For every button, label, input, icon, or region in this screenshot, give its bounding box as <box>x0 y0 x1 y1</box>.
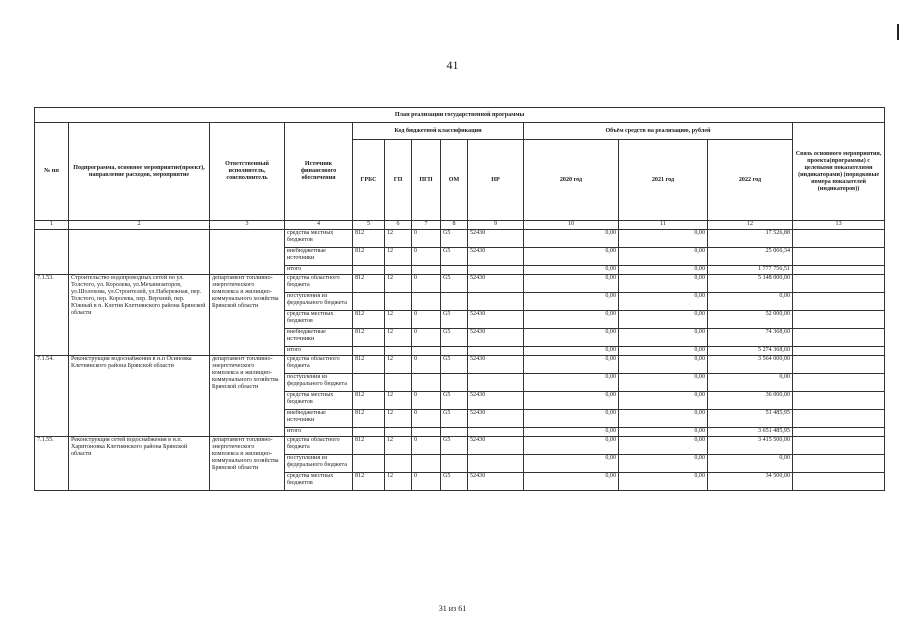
gp-cell: 12 <box>385 230 412 248</box>
om-cell: G5 <box>441 329 468 347</box>
header-2022: 2022 год <box>708 140 793 221</box>
nr-cell <box>468 428 524 437</box>
link-cell <box>793 392 885 410</box>
header-om: ОМ <box>441 140 468 221</box>
y2021-cell: 0,00 <box>619 374 708 392</box>
pgp-cell <box>412 266 441 275</box>
source-cell: итого <box>285 428 353 437</box>
om-cell: G5 <box>441 311 468 329</box>
pgp-cell: 0 <box>412 410 441 428</box>
nr-cell <box>468 266 524 275</box>
header-volume: Объём средств на реализацию, рублей <box>524 123 793 140</box>
y2021-cell: 0,00 <box>619 230 708 248</box>
gp-cell: 12 <box>385 275 412 293</box>
om-cell <box>441 428 468 437</box>
y2020-cell: 0,00 <box>524 455 619 473</box>
y2022-cell: 5 148 000,00 <box>708 275 793 293</box>
y2021-cell: 0,00 <box>619 329 708 347</box>
nr-cell: 52430 <box>468 410 524 428</box>
column-number: 6 <box>385 221 412 230</box>
y2020-cell: 0,00 <box>524 248 619 266</box>
executor-cell <box>210 230 285 275</box>
link-cell <box>793 356 885 374</box>
om-cell <box>441 293 468 311</box>
y2020-cell: 0,00 <box>524 392 619 410</box>
gp-cell: 12 <box>385 473 412 491</box>
item-number: 7.1.53. <box>35 275 69 356</box>
y2020-cell: 0,00 <box>524 311 619 329</box>
gp-cell: 12 <box>385 248 412 266</box>
y2021-cell: 0,00 <box>619 248 708 266</box>
gp-cell <box>385 374 412 392</box>
column-number: 9 <box>468 221 524 230</box>
y2021-cell: 0,00 <box>619 266 708 275</box>
pgp-cell <box>412 428 441 437</box>
gp-cell: 12 <box>385 356 412 374</box>
om-cell <box>441 455 468 473</box>
table-row <box>35 230 885 248</box>
y2020-cell: 0,00 <box>524 473 619 491</box>
y2021-cell: 0,00 <box>619 428 708 437</box>
gp-cell <box>385 347 412 356</box>
item-name: Строительство водопроводных сетей по ул. Толстого, ул. Королева, ул.Механизаторов, ул.Шолохова, ул.Строителей, ул.Набережная, пер. Толстого, пер. Королева, пер. Верхний, пер. Южный в п. Клетня Клетнянского района Брянской области <box>69 275 210 356</box>
nr-cell: 52430 <box>468 275 524 293</box>
grbs-cell <box>353 374 385 392</box>
om-cell: G5 <box>441 275 468 293</box>
grbs-cell: 812 <box>353 329 385 347</box>
y2020-cell: 0,00 <box>524 428 619 437</box>
y2022-cell: 5 274 368,60 <box>708 347 793 356</box>
header-gp: ГП <box>385 140 412 221</box>
gp-cell: 12 <box>385 329 412 347</box>
y2022-cell: 25 066,34 <box>708 248 793 266</box>
source-cell: внебюджетные источники <box>285 248 353 266</box>
pgp-cell <box>412 347 441 356</box>
column-number: 12 <box>708 221 793 230</box>
item-executor: департамент топливно-энергетического комплекса и жилищно-коммунального хозяйства Брянской области <box>210 437 285 491</box>
y2022-cell: 0,00 <box>708 455 793 473</box>
y2020-cell: 0,00 <box>524 266 619 275</box>
header-2020: 2020 год <box>524 140 619 221</box>
pgp-cell <box>412 374 441 392</box>
y2021-cell: 0,00 <box>619 311 708 329</box>
y2020-cell: 0,00 <box>524 329 619 347</box>
item-name: Реконструкция сетей водоснабжения в н.п. Харитоновка Клетнянского района Брянской области <box>69 437 210 491</box>
om-cell <box>441 347 468 356</box>
nr-cell: 52430 <box>468 392 524 410</box>
y2021-cell: 0,00 <box>619 455 708 473</box>
item-executor: департамент топливно-энергетического комплекса и жилищно-коммунального хозяйства Брянской области <box>210 275 285 356</box>
y2021-cell: 0,00 <box>619 473 708 491</box>
gp-cell: 12 <box>385 437 412 455</box>
source-cell: внебюджетные источники <box>285 329 353 347</box>
y2020-cell: 0,00 <box>524 410 619 428</box>
y2021-cell: 0,00 <box>619 275 708 293</box>
link-cell <box>793 437 885 455</box>
grbs-cell <box>353 266 385 275</box>
y2020-cell: 0,00 <box>524 293 619 311</box>
grbs-cell: 812 <box>353 473 385 491</box>
column-number: 7 <box>412 221 441 230</box>
link-cell <box>793 473 885 491</box>
page-footer: 31 из 61 <box>438 604 467 613</box>
y2020-cell: 0,00 <box>524 437 619 455</box>
pgp-cell: 0 <box>412 248 441 266</box>
pgp-cell: 0 <box>412 356 441 374</box>
pgp-cell: 0 <box>412 311 441 329</box>
column-number: 2 <box>69 221 210 230</box>
nr-cell <box>468 347 524 356</box>
grbs-cell <box>353 293 385 311</box>
grbs-cell: 812 <box>353 437 385 455</box>
y2022-cell: 3 651 485,95 <box>708 428 793 437</box>
nr-cell <box>468 293 524 311</box>
gp-cell: 12 <box>385 392 412 410</box>
pgp-cell: 0 <box>412 437 441 455</box>
gp-cell <box>385 293 412 311</box>
link-cell <box>793 311 885 329</box>
item-executor: департамент топливно-энергетического комплекса и жилищно-коммунального хозяйства Брянской области <box>210 356 285 437</box>
nr-cell: 52430 <box>468 356 524 374</box>
header-nr: НР <box>468 140 524 221</box>
subprogram-cell <box>69 230 210 275</box>
nr-cell: 52430 <box>468 248 524 266</box>
link-cell <box>793 455 885 473</box>
header-subprogram: Подпрограмма, основное мероприятие(проект), направление расходов, мероприятие <box>69 123 210 221</box>
column-number: 8 <box>441 221 468 230</box>
gp-cell <box>385 455 412 473</box>
gp-cell: 12 <box>385 311 412 329</box>
y2022-cell: 34 500,00 <box>708 473 793 491</box>
om-cell: G5 <box>441 392 468 410</box>
nr-cell <box>468 374 524 392</box>
link-cell <box>793 374 885 392</box>
pgp-cell: 0 <box>412 329 441 347</box>
grbs-cell: 812 <box>353 392 385 410</box>
table-body <box>35 230 885 491</box>
source-cell: итого <box>285 266 353 275</box>
y2020-cell: 0,00 <box>524 230 619 248</box>
om-cell: G5 <box>441 437 468 455</box>
gp-cell: 12 <box>385 410 412 428</box>
gp-cell <box>385 428 412 437</box>
y2021-cell: 0,00 <box>619 437 708 455</box>
pgp-cell <box>412 293 441 311</box>
link-cell <box>793 248 885 266</box>
grbs-cell: 812 <box>353 311 385 329</box>
table-row <box>35 437 885 455</box>
grbs-cell: 812 <box>353 230 385 248</box>
source-cell: поступления из федерального бюджета <box>285 455 353 473</box>
nr-cell <box>468 455 524 473</box>
y2022-cell: 0,00 <box>708 374 793 392</box>
link-cell <box>793 347 885 356</box>
y2022-cell: 0,00 <box>708 293 793 311</box>
link-cell <box>793 428 885 437</box>
table-row <box>35 356 885 374</box>
link-cell <box>793 275 885 293</box>
pgp-cell: 0 <box>412 230 441 248</box>
grbs-cell: 812 <box>353 248 385 266</box>
nr-cell: 52430 <box>468 230 524 248</box>
link-cell <box>793 410 885 428</box>
pgp-cell <box>412 455 441 473</box>
y2020-cell: 0,00 <box>524 275 619 293</box>
y2022-cell: 3 564 000,00 <box>708 356 793 374</box>
grbs-cell: 812 <box>353 356 385 374</box>
pgp-cell: 0 <box>412 473 441 491</box>
header-pgp: ПГП <box>412 140 441 221</box>
header-2021: 2021 год <box>619 140 708 221</box>
nr-cell: 52430 <box>468 473 524 491</box>
y2022-cell: 52 000,00 <box>708 311 793 329</box>
grbs-cell <box>353 455 385 473</box>
y2021-cell: 0,00 <box>619 410 708 428</box>
item-name: Реконструкция водоснабжения в н.п Осиновка Клетнянского района Брянской области <box>69 356 210 437</box>
table-row <box>35 275 885 293</box>
scan-edge-mark <box>897 24 899 40</box>
table-title: План реализации государственной программы <box>35 108 885 123</box>
y2022-cell: 17 526,88 <box>708 230 793 248</box>
om-cell: G5 <box>441 410 468 428</box>
source-cell: средства областного бюджета <box>285 437 353 455</box>
y2022-cell: 51 485,95 <box>708 410 793 428</box>
om-cell <box>441 266 468 275</box>
y2022-cell: 74 368,60 <box>708 329 793 347</box>
source-cell: итого <box>285 347 353 356</box>
nr-cell: 52430 <box>468 329 524 347</box>
header-executor: Ответственный исполнитель, соисполнитель <box>210 123 285 221</box>
column-number: 11 <box>619 221 708 230</box>
source-cell: средства областного бюджета <box>285 275 353 293</box>
column-number: 10 <box>524 221 619 230</box>
header-grbs: ГРБС <box>353 140 385 221</box>
y2021-cell: 0,00 <box>619 356 708 374</box>
source-cell: средства местных бюджетов <box>285 473 353 491</box>
om-cell: G5 <box>441 356 468 374</box>
item-number: 7.1.54. <box>35 356 69 437</box>
program-plan-table <box>34 107 885 491</box>
om-cell: G5 <box>441 473 468 491</box>
pgp-cell: 0 <box>412 392 441 410</box>
header-link: Связь основного мероприятия, проекта(программы) с целевыми показателями (индикаторами) (порядковые номера показателей (индикаторов)) <box>793 123 885 221</box>
y2021-cell: 0,00 <box>619 347 708 356</box>
nr-cell: 52430 <box>468 311 524 329</box>
link-cell <box>793 329 885 347</box>
source-cell: поступления из федерального бюджета <box>285 293 353 311</box>
y2022-cell: 36 000,00 <box>708 392 793 410</box>
y2022-cell: 1 777 756,51 <box>708 266 793 275</box>
gp-cell <box>385 266 412 275</box>
link-cell <box>793 293 885 311</box>
y2021-cell: 0,00 <box>619 392 708 410</box>
source-cell: поступления из федерального бюджета <box>285 374 353 392</box>
grbs-cell: 812 <box>353 275 385 293</box>
link-cell <box>793 266 885 275</box>
om-cell <box>441 374 468 392</box>
column-number-row <box>35 221 885 230</box>
source-cell: средства областного бюджета <box>285 356 353 374</box>
no-cell <box>35 230 69 275</box>
grbs-cell <box>353 347 385 356</box>
y2020-cell: 0,00 <box>524 347 619 356</box>
table-header <box>35 108 885 230</box>
y2022-cell: 3 415 500,00 <box>708 437 793 455</box>
om-cell: G5 <box>441 230 468 248</box>
source-cell: средства местных бюджетов <box>285 230 353 248</box>
source-cell: внебюджетные источники <box>285 410 353 428</box>
column-number: 3 <box>210 221 285 230</box>
column-number: 4 <box>285 221 353 230</box>
y2021-cell: 0,00 <box>619 293 708 311</box>
column-number: 1 <box>35 221 69 230</box>
link-cell <box>793 230 885 248</box>
grbs-cell <box>353 428 385 437</box>
om-cell: G5 <box>441 248 468 266</box>
source-cell: средства местных бюджетов <box>285 311 353 329</box>
grbs-cell: 812 <box>353 410 385 428</box>
header-no: № пп <box>35 123 69 221</box>
nr-cell: 52430 <box>468 437 524 455</box>
column-number: 5 <box>353 221 385 230</box>
column-number: 13 <box>793 221 885 230</box>
y2020-cell: 0,00 <box>524 374 619 392</box>
header-source: Источник финансового обеспечения <box>285 123 353 221</box>
header-budget-class: Код бюджетной классификации <box>353 123 524 140</box>
source-cell: средства местных бюджетов <box>285 392 353 410</box>
item-number: 7.1.55. <box>35 437 69 491</box>
y2020-cell: 0,00 <box>524 356 619 374</box>
pgp-cell: 0 <box>412 275 441 293</box>
page-number: 41 <box>446 58 459 72</box>
